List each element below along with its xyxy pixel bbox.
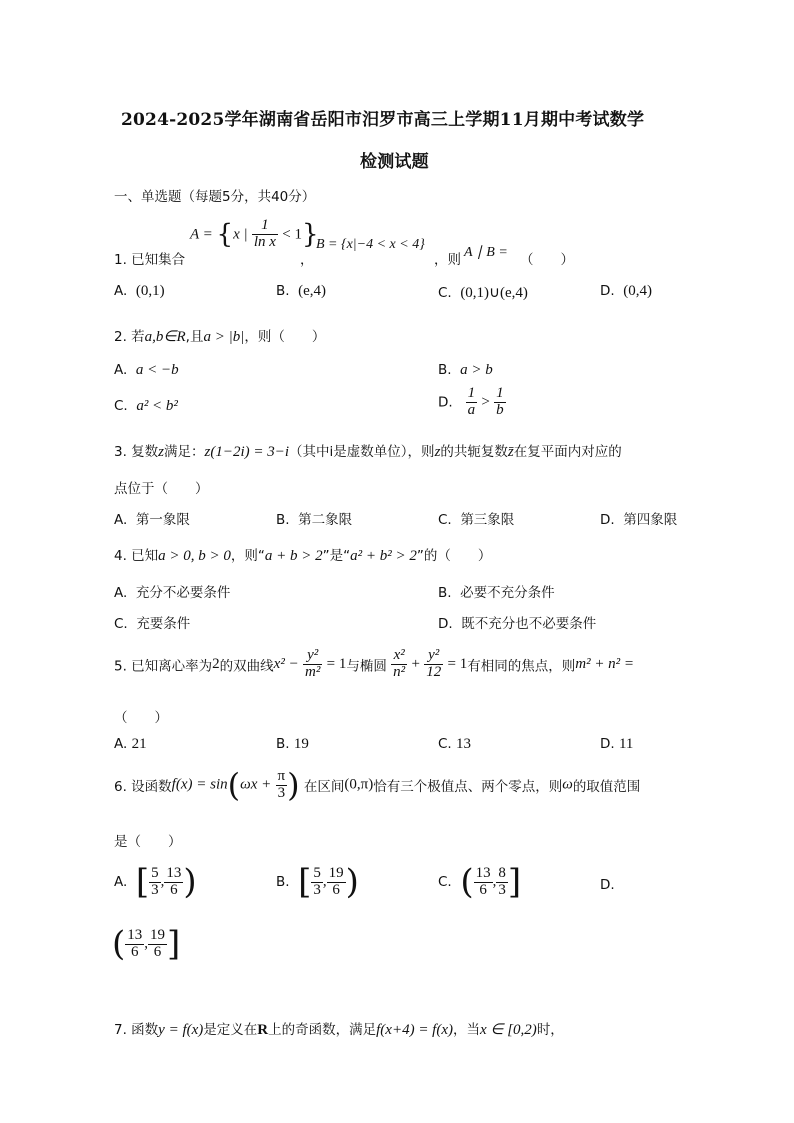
q1-number: 1. 已知集合	[114, 252, 186, 268]
q6-option-c[interactable]: C. ( $\frac{13}{6}$ , $\frac{8}{3}$ ]	[438, 862, 522, 902]
q3-option-b[interactable]: B. 第二象限	[276, 512, 353, 528]
q5-option-a[interactable]: A. 21	[114, 736, 147, 752]
page-title: 2024-2025学年湖南省岳阳市汨罗市高三上学期11月期中考试数学	[121, 110, 645, 130]
q1-set-B: B = {x|−4 < x < 4}	[316, 237, 425, 252]
q1-option-d[interactable]: D. (0,4)	[600, 283, 653, 299]
q4-option-c[interactable]: C. 充要条件	[114, 616, 191, 632]
page-subtitle: 检测试题	[360, 152, 429, 172]
q3-line2: 点位于（ ）	[114, 481, 209, 497]
q6-option-d[interactable]: ( $\frac{13}{6}$ , $\frac{19}{6}$ ]	[112, 924, 181, 964]
q2-option-a[interactable]: A. a < −b	[114, 362, 179, 378]
q1-option-a[interactable]: A. (0,1)	[114, 283, 165, 299]
question-7: 7. 函数y = f(x)是定义在R上的奇函数，满足f(x+4) = f(x)，当x ∈ [0,2)时，	[114, 1022, 564, 1038]
q6-option-a[interactable]: A. [ $\frac{5}{3}$ , $\frac{13}{6}$ )	[114, 862, 197, 902]
q3-option-c[interactable]: C. 第三象限	[438, 512, 515, 528]
question-6: 6. 设函数f(x) = sin(ωx + $\frac{\pi}{3}$ ) 在区间(0,π)恰有三个极值点、两个零点，则ω的取值范围	[114, 766, 641, 804]
q1-set-A: A = {x | $\frac{1}{\text{ln x}}$ < 1}	[190, 217, 319, 250]
q2-option-c[interactable]: C. a² < b²	[114, 398, 178, 414]
q3-option-d[interactable]: D. 第四象限	[600, 512, 678, 528]
q2-option-d[interactable]: D. $\frac{1}{a}$ > $\frac{1}{b}$	[438, 385, 504, 418]
q3-option-a[interactable]: A. 第一象限	[114, 512, 190, 528]
q5-line2: （ ）	[114, 710, 168, 726]
q6-option-b[interactable]: B. [ $\frac{5}{3}$ , $\frac{19}{6}$ )	[276, 862, 359, 902]
q6-option-d-label[interactable]: D.	[600, 877, 615, 893]
q4-option-d[interactable]: D. 既不充分也不必要条件	[438, 616, 597, 632]
question-5: 5. 已知离心率为2的双曲线x² − $\frac{\text{y²}}{\text{m²}}$ = 1与椭圆 $\frac{\text{x²}}{\text{n²}}$ + $\frac{\text{y²}}{12}$ = 1有相同的焦点，则m² + n² =	[114, 647, 635, 680]
q4-option-b[interactable]: B. 必要不充分条件	[438, 585, 555, 601]
q4-option-a[interactable]: A. 充分不必要条件	[114, 585, 231, 601]
question-3: 3. 复数z满足：z(1−2i) = 3−i（其中i是虚数单位），则z的共轭复数z̄在复平面内对应的	[114, 444, 622, 460]
q5-option-d[interactable]: D. 11	[600, 736, 634, 752]
q5-option-b[interactable]: B. 19	[276, 736, 309, 752]
q1-option-b[interactable]: B. (e,4)	[276, 283, 327, 299]
q1-option-c[interactable]: C. (0,1)∪(e,4)	[438, 285, 528, 301]
question-2: 2. 若a,b∈R,且a > |b|，则（ ）	[114, 329, 326, 345]
q6-line2: 是（ ）	[114, 834, 182, 850]
q2-option-b[interactable]: B. a > b	[438, 362, 493, 378]
q5-option-c[interactable]: C. 13	[438, 736, 472, 752]
question-4: 4. 已知a > 0, b > 0，则“a + b > 2”是“a² + b² > 2”的（ ）	[114, 548, 492, 564]
section-header: 一、单选题（每题5分，共40分）	[114, 189, 316, 205]
